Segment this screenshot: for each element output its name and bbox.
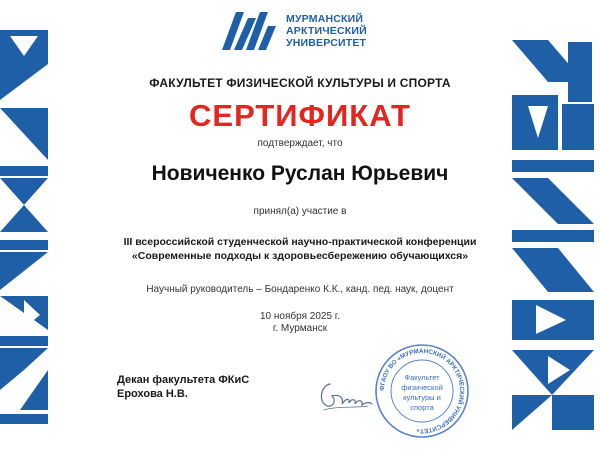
right-decorative-pattern bbox=[508, 0, 600, 450]
conference-title-line-1: III всероссийской студенческой научно-практической конференции bbox=[123, 236, 477, 248]
stamp-ring-text: ФГАОУ ВО «МУРМАНСКИЙ АРКТИЧЕСКИЙ УНИВЕРСИТЕТ» bbox=[378, 347, 466, 435]
left-decorative-pattern bbox=[0, 0, 50, 450]
signatory-name: Ерохова Н.В. bbox=[117, 388, 188, 400]
handwritten-signature bbox=[316, 376, 376, 416]
conference-title-line-2: «Современные подходы к здоровьесбережению обучающихся» bbox=[131, 250, 469, 262]
logo-line-1: МУРМАНСКИЙ bbox=[286, 13, 364, 25]
issue-city: г. Мурманск bbox=[272, 323, 328, 334]
logo-text bbox=[286, 13, 367, 49]
stamp-center-line-2: физической bbox=[401, 383, 443, 392]
official-stamp bbox=[374, 343, 470, 439]
participation-text: принял(а) участие в bbox=[253, 206, 347, 217]
certificate-title: СЕРТИФИКАТ bbox=[189, 98, 411, 133]
issue-date: 10 ноября 2025 г. bbox=[260, 311, 340, 322]
stamp-center-line-4: спорта bbox=[410, 403, 434, 412]
signatory-title: Декан факультета ФКиС bbox=[117, 374, 250, 386]
confirms-text: подтверждает, что bbox=[257, 138, 343, 149]
logo-line-3: УНИВЕРСИТЕТ bbox=[286, 37, 367, 49]
university-logo bbox=[222, 10, 392, 52]
logo-mark-icon bbox=[222, 12, 278, 50]
stamp-center-line-3: культуры и bbox=[403, 393, 441, 402]
stamp-center-line-1: Факультет bbox=[404, 373, 440, 382]
signatory-block bbox=[117, 373, 249, 401]
recipient-name: Новиченко Руслан Юрьевич bbox=[151, 162, 449, 185]
faculty-heading: ФАКУЛЬТЕТ ФИЗИЧЕСКОЙ КУЛЬТУРЫ И СПОРТА bbox=[149, 76, 451, 90]
supervisor-text: Научный руководитель – Бондаренко К.К., канд. пед. наук, доцент bbox=[146, 284, 454, 295]
logo-line-2: АРКТИЧЕСКИЙ bbox=[286, 25, 367, 37]
